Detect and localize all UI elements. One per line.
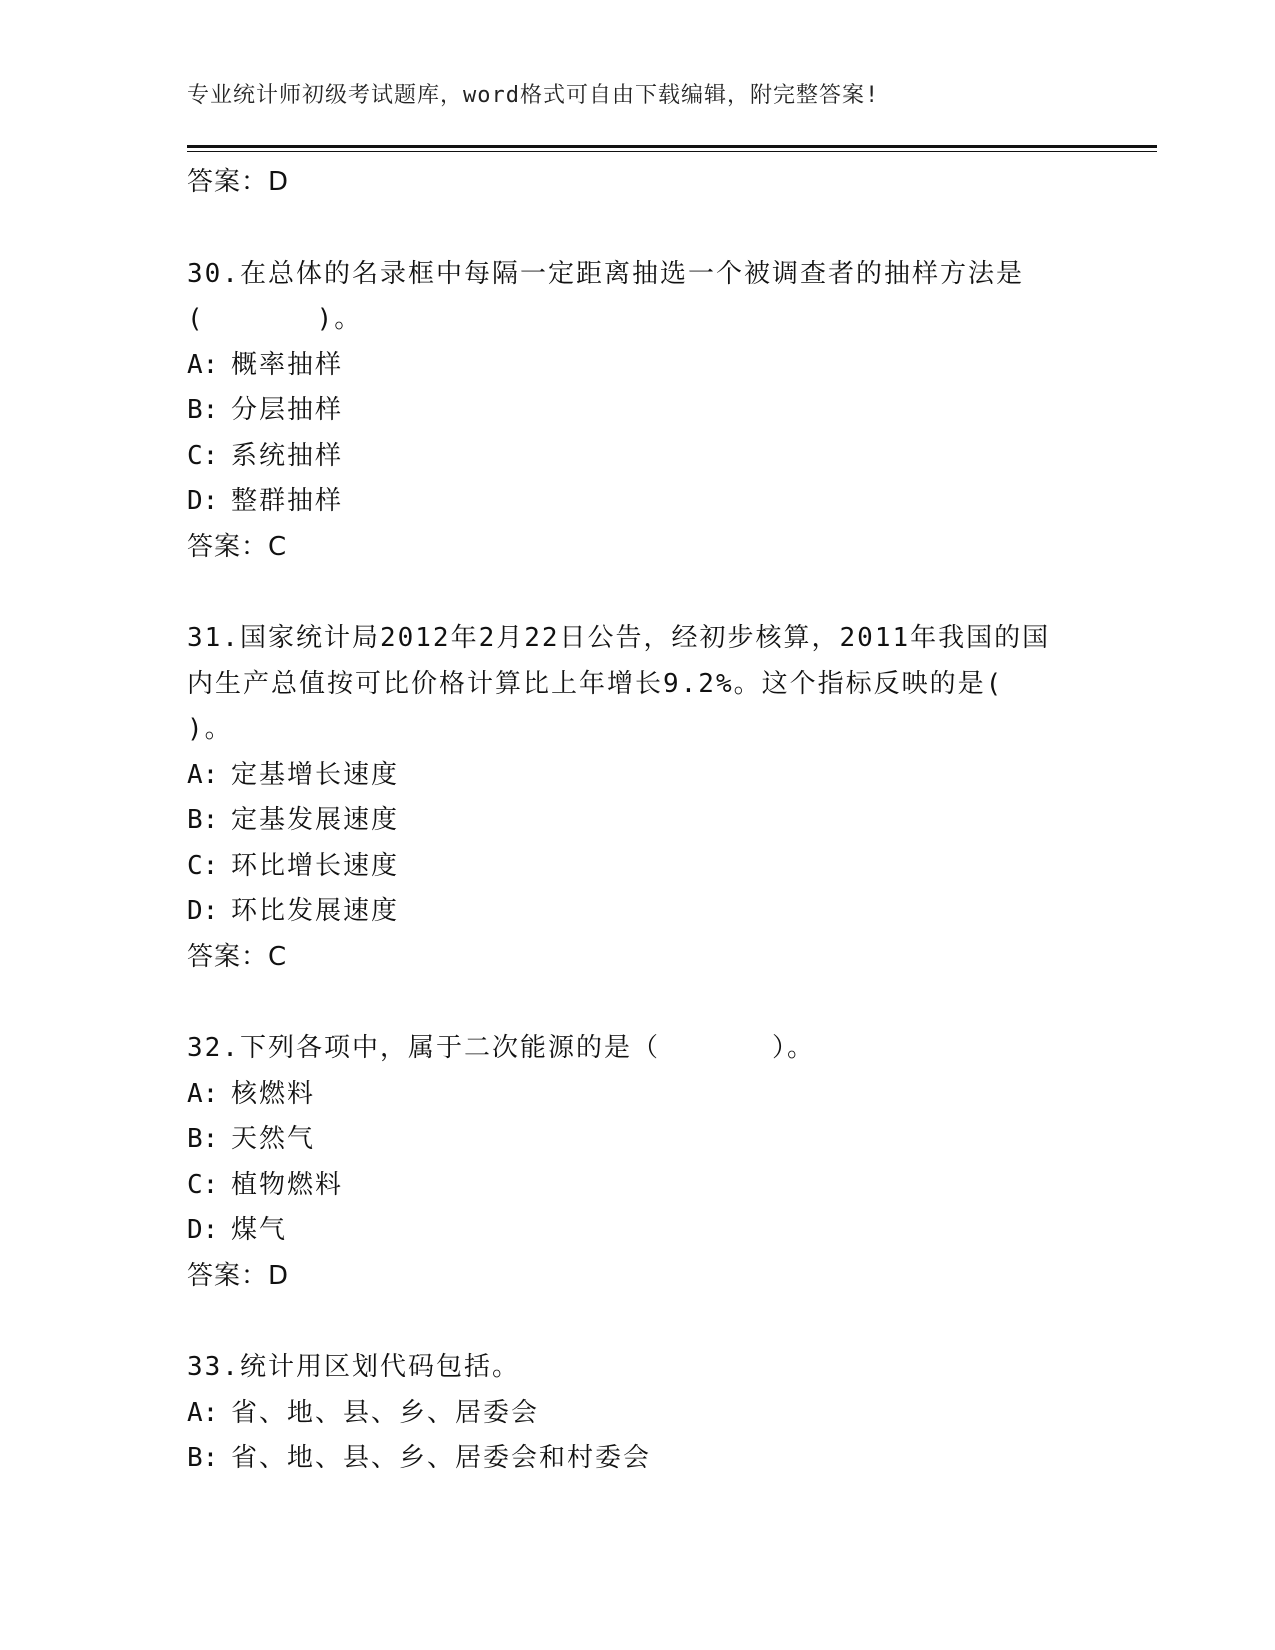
option-letter: C: [187,850,219,881]
option-letter: B: [187,1443,219,1473]
question-33 [187,1345,1087,1482]
option-text: 定基发展速度 [231,805,400,835]
header-rule-thin [187,151,1157,152]
question-stem-line: ( )。 [187,304,363,334]
previous-answer: 答案：D [187,167,290,197]
option-a [187,753,1087,799]
option-letter: A: [187,759,219,790]
option-letter: C: [187,1169,219,1200]
option-letter: C: [187,440,219,471]
option-b [187,1436,1087,1482]
option-text: 核燃料 [231,1078,316,1109]
option-text: 系统抽样 [231,440,344,471]
question-stem-line: )。 [187,714,233,744]
option-text: 定基增长速度 [231,759,400,790]
option-b [187,798,1087,844]
option-letter: D: [187,1215,219,1245]
answer: 答案：C [187,941,288,972]
question-stem-line: 内生产总值按可比价格计算比上年增长9.2%。这个指标反映的是( [187,668,1004,699]
answer: 答案：D [187,1260,290,1291]
option-c [187,434,1087,480]
option-letter: D: [187,896,219,926]
option-d [187,889,1087,935]
option-text: 天然气 [231,1124,316,1154]
question-stem-line: 32.下列各项中，属于二次能源的是（ ）。 [187,1033,815,1063]
option-letter: B: [187,1124,219,1154]
option-letter: D: [187,486,219,516]
option-b [187,1117,1087,1163]
question-30 [187,252,1087,571]
option-a [187,1072,1087,1118]
option-c [187,1163,1087,1209]
option-text: 分层抽样 [231,395,344,425]
option-letter: A: [187,1397,219,1428]
option-text: 省、地、县、乡、居委会和村委会 [231,1443,652,1473]
header-rule-thick [187,145,1157,148]
page-header: 专业统计师初级考试题库，word格式可自由下载编辑，附完整答案! [187,83,880,108]
option-b [187,388,1087,434]
option-a [187,343,1087,389]
option-d [187,479,1087,525]
option-letter: A: [187,1078,219,1109]
question-list [187,160,1087,1482]
option-text: 概率抽样 [231,349,344,380]
question-32 [187,1026,1087,1299]
option-c [187,844,1087,890]
question-stem-line: 30.在总体的名录框中每隔一定距离抽选一个被调查者的抽样方法是 [187,258,1024,289]
option-text: 省、地、县、乡、居委会 [231,1397,540,1428]
option-text: 环比发展速度 [231,896,400,926]
question-stem-line: 33.统计用区划代码包括。 [187,1352,520,1382]
option-text: 环比增长速度 [231,850,400,881]
option-letter: B: [187,395,219,425]
question-stem-line: 31.国家统计局2012年2月22日公告，经初步核算，2011年我国的国 [187,623,1051,653]
option-text: 整群抽样 [231,486,344,516]
question-31 [187,616,1087,980]
option-letter: A: [187,349,219,380]
answer: 答案：C [187,531,288,562]
option-a [187,1391,1087,1437]
option-d [187,1208,1087,1254]
option-text: 植物燃料 [231,1169,344,1200]
option-letter: B: [187,805,219,835]
option-text: 煤气 [231,1215,288,1245]
